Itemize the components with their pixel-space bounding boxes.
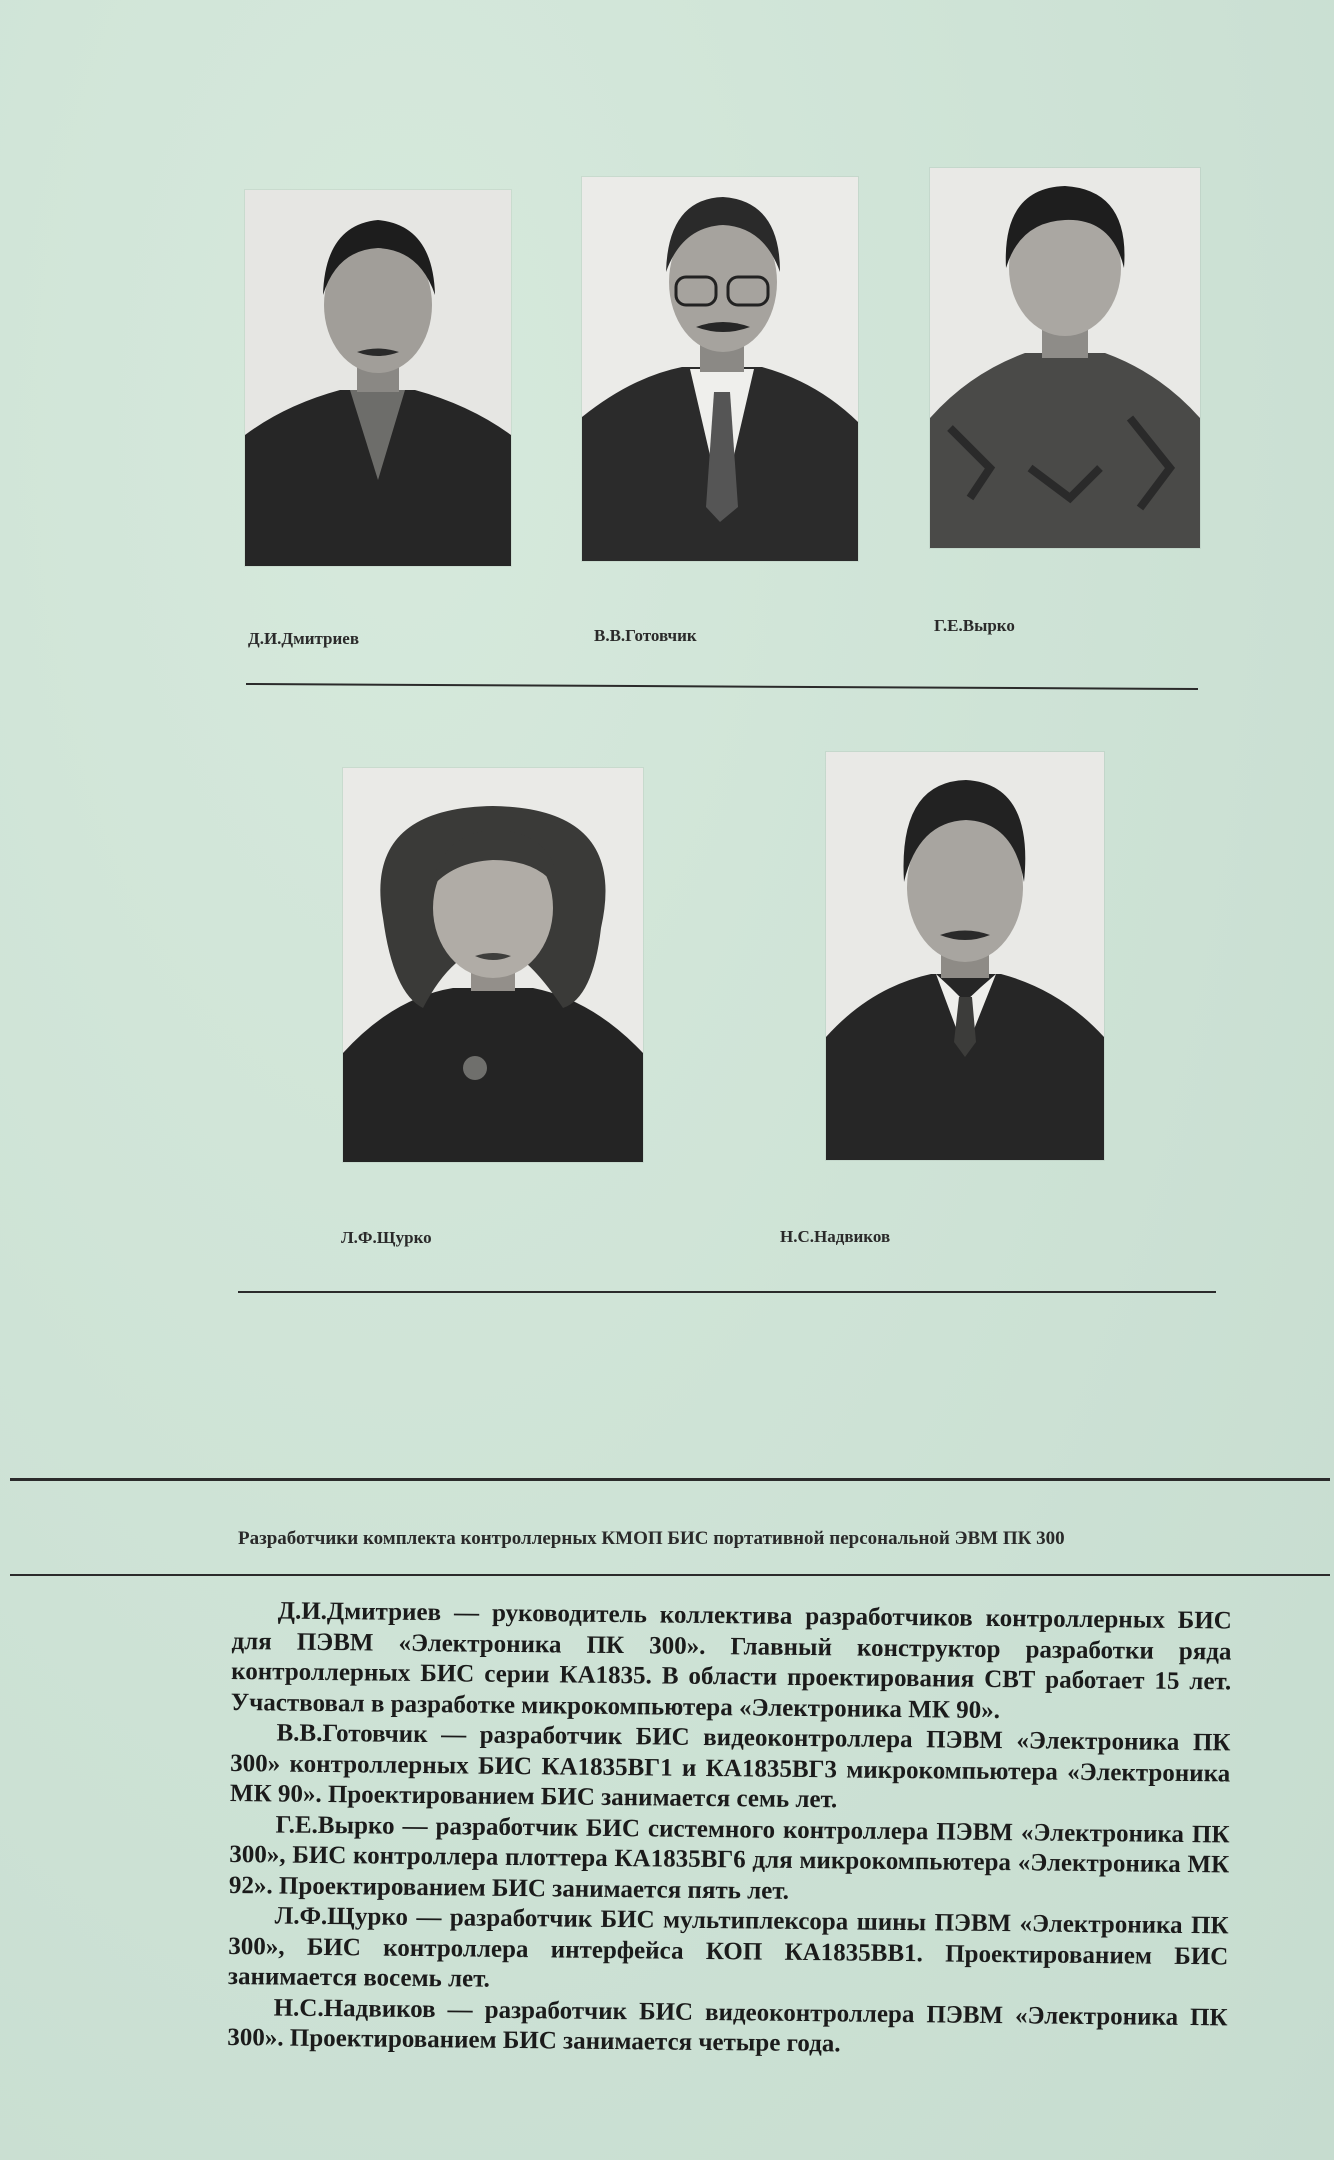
developer-name: Г.Е.Вырко xyxy=(934,616,1015,635)
bio-text: — разработчик БИС видеоконтроллера ПЭВМ «Электроника ПК 300». Проектированием БИС занимается четыре года. xyxy=(227,1995,1228,2058)
bio-text: — разработчик БИС системного контроллера ПЭВМ «Электроника ПК 300», БИС контроллера плоттера КА1835ВГ6 для микрокомпьютера «Электроника МК 92». Проектированием БИС занимается пять лет. xyxy=(228,1812,1230,1905)
bio-name: Д.И.Дмитриев xyxy=(277,1597,442,1627)
bio-text: — руководитель коллектива разработчиков контроллерных БИС для ПЭВМ «Электроника ПК 300». Главный конструктор разработки ряда контроллерных БИС серии КА1835. В области проектирования СВТ работает 15 лет. Участвовал в разработке микрокомпьютера «Электроника МК 90». xyxy=(230,1599,1232,1724)
bio-name: Г.Е.Вырко xyxy=(275,1810,395,1840)
portrait-photo-gotovchik xyxy=(582,177,858,561)
developer-name: В.В.Готовчик xyxy=(594,626,697,645)
separator-rule xyxy=(238,1291,1216,1293)
bio-name: Н.С.Надвиков xyxy=(273,1993,436,2023)
separator-rule xyxy=(246,683,1198,690)
bio-name: В.В.Готовчик xyxy=(276,1719,428,1749)
biography-section xyxy=(227,1596,1232,2064)
bio-paragraph xyxy=(229,1809,1230,1911)
portrait-photo-vyrko xyxy=(930,168,1200,548)
caption-rule-bottom xyxy=(10,1574,1330,1576)
portrait-photo-dmitriev xyxy=(245,190,511,566)
developer-name: Д.И.Дмитриев xyxy=(248,629,360,648)
bio-name: Л.Ф.Щурко xyxy=(274,1902,409,1931)
portrait-photo-nadvikov xyxy=(826,752,1104,1160)
bio-paragraph xyxy=(231,1596,1232,1728)
caption-rule-top xyxy=(10,1478,1330,1481)
developer-name: Л.Ф.Щурко xyxy=(341,1228,432,1247)
developer-name: Н.С.Надвиков xyxy=(780,1227,891,1246)
bio-text: — разработчик БИС видеоконтроллера ПЭВМ «Электроника ПК 300» контроллерных БИС КА1835ВГ1 и КА1835ВГ3 микрокомпьютера «Электроника МК 90». Проектированием БИС занимается семь лет. xyxy=(229,1721,1231,1814)
portrait-photo-shchurko xyxy=(343,768,643,1162)
bio-text: — разработчик БИС мультиплексора шины ПЭВМ «Электроника ПК 300», БИС контроллера интерфейса КОП КА1835ВВ1. Проектированием БИС занимается восемь лет. xyxy=(227,1903,1229,1993)
bio-paragraph xyxy=(228,1901,1229,2003)
bio-paragraph xyxy=(230,1718,1231,1820)
bio-paragraph xyxy=(227,1992,1228,2063)
caption: Разработчики комплекта контроллерных КМОП БИС портативной персональной ЭВМ ПК 300 xyxy=(238,1528,1065,1549)
